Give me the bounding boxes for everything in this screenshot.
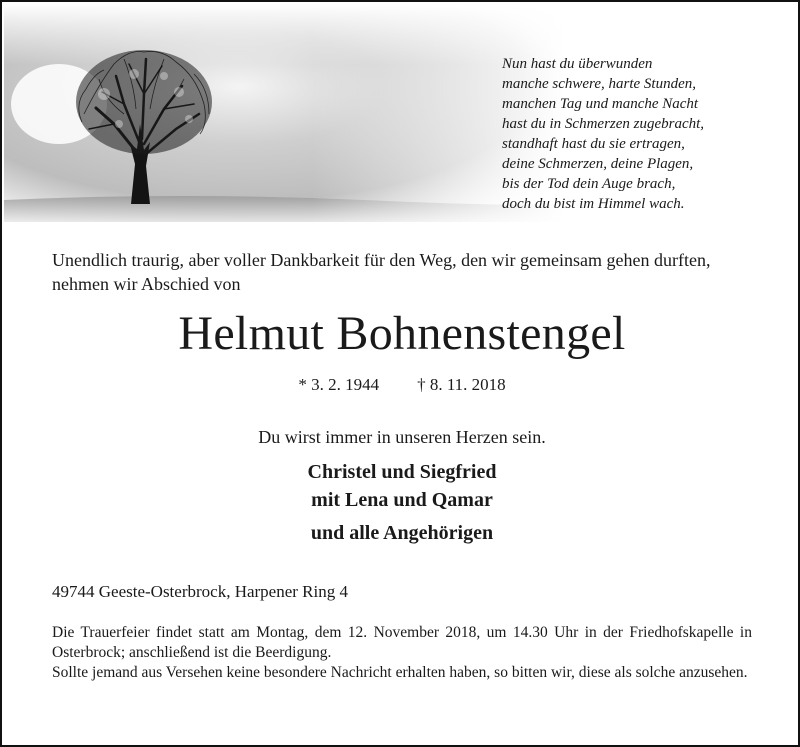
family-line: mit Lena und Qamar [311,489,493,511]
apology-note: Sollte jemand aus Versehen keine besondere Nachricht erhalten haben, so bitten wir, diese als solche anzusehen. [52,664,748,681]
poem-line: manche schwere, harte Stunden, [502,76,696,92]
poem-line: doch du bist im Himmel wach. [502,196,685,212]
address: 49744 Geeste-Osterbrock, Harpener Ring 4 [52,582,348,601]
poem-line: standhaft hast du sie ertragen, [502,136,685,152]
family-line: und alle Angehörigen [310,522,494,544]
funeral-details: Die Trauerfeier findet statt am Montag, dem 12. November 2018, um 14.30 Uhr in der Friedhofskapelle in Osterbrock; anschließend ist die Beerdigung. [52,624,752,661]
intro-text: Unendlich traurig, aber voller Dankbarkeit für den Weg, den wir gemeinsam gehen durften, nehmen wir Abschied von [52,250,711,294]
poem-line: Nun hast du überwunden [502,56,653,72]
life-dates [2,374,800,396]
poem-line: manchen Tag und manche Nacht [502,96,699,112]
poem-line: bis der Tod dein Auge brach, [502,176,676,192]
death-date: † 8. 11. 2018 [417,375,506,394]
family-line: Christel und Siegfried [307,461,497,483]
tree-icon [4,4,564,222]
memory-line: Du wirst immer in unseren Herzen sein. [258,427,546,447]
header-image-area [4,4,800,222]
poem-line: hast du in Schmerzen zugebracht, [502,116,705,132]
birth-date: * 3. 2. 1944 [298,375,380,394]
funeral-notice [52,623,752,683]
poem-line: deine Schmerzen, deine Plagen, [502,156,694,172]
deceased-name: Helmut Bohnenstengel [178,307,626,360]
family-signature [2,458,800,547]
poem [502,54,792,214]
